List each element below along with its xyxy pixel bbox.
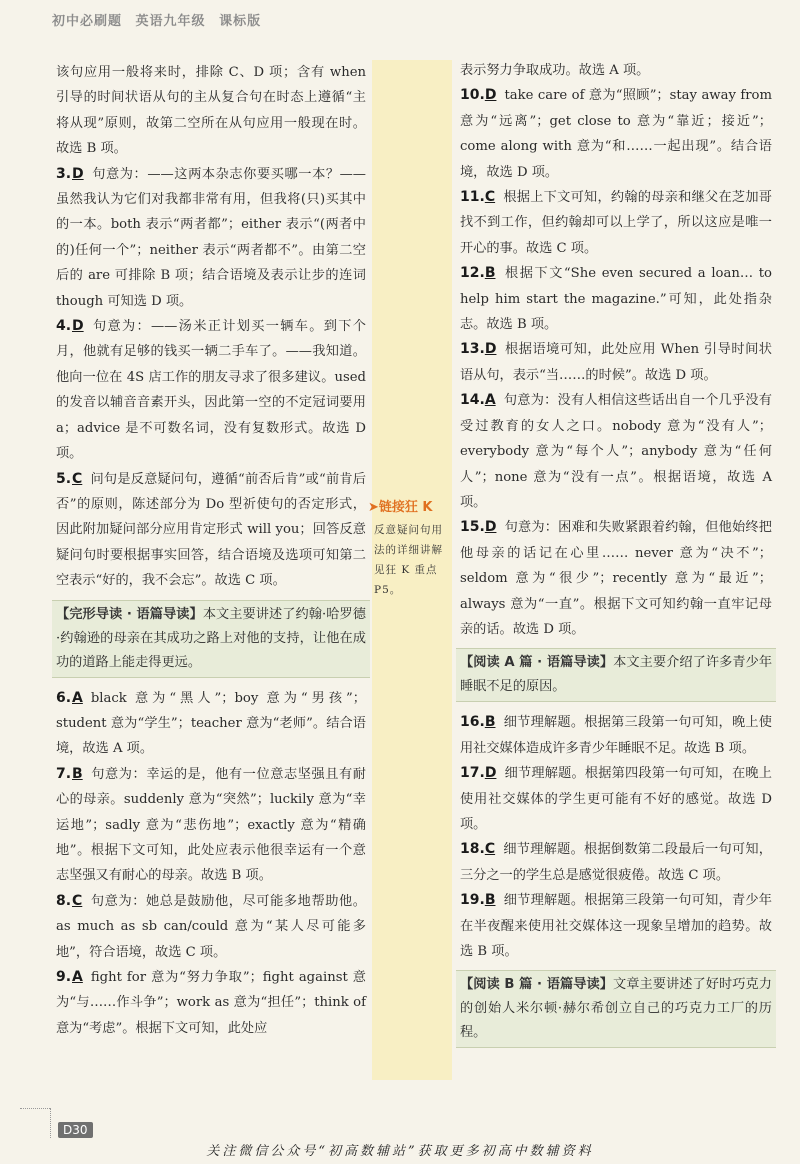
corner-dotted-line — [20, 1108, 50, 1109]
answer-item-17 — [460, 761, 772, 837]
item-answer: A — [484, 392, 496, 409]
cloze-guide-text: 本文主要讲述了约翰·哈罗德·约翰逊的母亲在其成功之路上对他的支持，让他在成功的道路上能走得更远。 — [56, 606, 366, 670]
item-answer: C — [72, 892, 83, 909]
reading-a-guide-box — [456, 648, 776, 702]
item-answer: D — [72, 318, 84, 335]
item-answer: B — [484, 892, 496, 909]
cloze-guide-box — [52, 600, 370, 678]
item-answer: C — [484, 841, 496, 858]
answer-item-10 — [460, 83, 772, 185]
reading-a-guide-title: 【阅读 A 篇 · 语篇导读】 — [460, 655, 614, 671]
running-header — [52, 10, 269, 29]
item-number: 15. — [460, 519, 485, 536]
item-number: 17. — [460, 765, 485, 782]
item-explanation: 根据上下文可知，约翰的母亲和继父在芝加哥找不到工作，但约翰却可以上学了，所以这应是唯一开心的事。故选 C 项。 — [460, 190, 772, 256]
left-intro: 该句应用一般将来时，排除 C、D 项；含有 when 引导的时间状语从句的主从复合句在时态上遵循“主将从现”原则，故第二空所在从句应用一般现在时。故选 B 项。 — [56, 65, 366, 157]
answer-item-7 — [56, 762, 366, 889]
item-explanation: 句意为：——这两本杂志你要买哪一本？——虽然我认为它们对我都非常有用，但我将(只)买其中的一本。both 表示“两者都”；either 表示“(两者中的)任何一个”；neither 表示“两者都不”。由第二空后的 are 可排除 B 项；结合语境及表示让步的连词 though 可知选 D 项。 — [56, 166, 366, 309]
item-explanation: 细节理解题。根据第三段第一句可知，青少年在半夜醒来使用社交媒体这一现象呈增加的趋势。故选 B 项。 — [460, 893, 772, 959]
item-number: 6. — [56, 689, 72, 706]
item-number: 9. — [56, 969, 72, 985]
reading-b-guide-title: 【阅读 B 篇 · 语篇导读】 — [460, 977, 613, 993]
answer-item-9 — [56, 965, 366, 1041]
item-number: 16. — [460, 714, 485, 731]
item-number: 4. — [56, 318, 72, 335]
item-number: 19. — [460, 892, 485, 909]
item-number: 7. — [56, 765, 72, 782]
header-series: 初中必刷题 — [52, 14, 123, 29]
answer-item-11 — [460, 185, 772, 261]
item-number: 18. — [460, 841, 485, 858]
item-number: 8. — [56, 892, 72, 909]
item-number: 10. — [460, 87, 485, 104]
item-explanation: 根据下文“She even secured a loan… to help him start the magazine.”可知，此处指杂志。故选 B 项。 — [460, 266, 772, 333]
header-edition: 课标版 — [219, 14, 262, 29]
item-answer: D — [484, 519, 497, 536]
item-answer: B — [484, 714, 496, 731]
item-number: 12. — [460, 265, 485, 282]
header-subject: 英语九年级 — [135, 14, 206, 29]
corner-dotted-vertical — [50, 1108, 51, 1138]
reading-b-guide-text: 文章主要讲述了好时巧克力的创始人米尔顿·赫尔希创立自己的巧克力工厂的历程。 — [460, 977, 772, 1041]
item-number: 11. — [460, 189, 485, 206]
item-explanation: 句意为：幸运的是，他有一位意志坚强且有耐心的母亲。suddenly 意为“突然”；luckily 意为“幸运地”；sadly 意为“悲伤地”；exactly 意为“精确地”。根据下文可知，此处应表示他很幸运有一个意志坚强又有耐心的母亲。故选 B 项。 — [56, 766, 366, 884]
page-number: D30 — [58, 1122, 93, 1138]
item-explanation: 句意为：她总是鼓励他，尽可能多地帮助他。as much as sb can/could 意为“某人尽可能多地”，符合语境，故选 C 项。 — [56, 893, 366, 960]
arrow-icon: ➤ — [368, 500, 379, 515]
reading-b-guide-box — [456, 970, 776, 1048]
answer-item-13 — [460, 337, 772, 388]
left-column — [56, 60, 366, 1041]
item-answer: B — [484, 265, 496, 282]
item-answer: D — [484, 341, 497, 358]
cloze-guide-title: 【完形导读 · 语篇导读】 — [56, 606, 203, 622]
item-explanation: fight for 意为“努力争取”；fight against 意为“与……作斗争”；work as 意为“担任”；think of 意为“考虑”。根据下文可知，此处应 — [56, 970, 366, 1036]
item-number: 14. — [460, 392, 485, 409]
item-explanation: 根据语境可知，此处应用 When 引导时间状语从句，表示“当……的时候”。故选 D 项。 — [460, 342, 772, 383]
right-column — [460, 58, 772, 1056]
link-note-body: 反意疑问句用法的详细讲解见狂 K 重点 P5。 — [374, 524, 443, 596]
reading-a-guide-text: 本文主要介绍了许多青少年睡眠不足的原因。 — [460, 655, 773, 695]
item-answer: A — [72, 689, 83, 706]
item-explanation: take care of 意为“照顾”；stay away from 意为“远离”；get close to 意为“靠近；接近”；come along with 意为“和……一起出现”。结合语境，故选 D 项。 — [460, 88, 772, 180]
answer-item-8 — [56, 889, 366, 965]
item-number: 3. — [56, 165, 72, 182]
right-intro: 表示努力争取成功。故选 A 项。 — [460, 63, 650, 78]
item-answer: B — [72, 765, 83, 782]
item-explanation: 细节理解题。根据第三段第一句可知，晚上使用社交媒体造成许多青少年睡眠不足。故选 B 项。 — [460, 715, 772, 756]
item-answer: D — [484, 765, 497, 782]
answer-item-18 — [460, 837, 772, 888]
link-note-title: ➤链接狂 K — [368, 500, 433, 515]
answer-item-12 — [460, 261, 772, 337]
answer-item-16 — [460, 710, 772, 761]
item-answer: A — [72, 969, 83, 985]
item-answer: C — [484, 189, 496, 206]
answer-item-5 — [56, 467, 366, 594]
item-explanation: 细节理解题。根据第四段第一句可知，在晚上使用社交媒体的学生更可能有不好的感觉。故选 D 项。 — [460, 766, 772, 832]
item-number: 13. — [460, 341, 485, 358]
footer-note: 关注微信公众号“初高数辅站”获取更多初高中数辅资料 — [206, 1144, 594, 1159]
answer-item-4 — [56, 314, 366, 466]
item-explanation: 句意为：没有人相信这些话出自一个几乎没有受过教育的女人之口。nobody 意为“没有人”；everybody 意为“每个人”；anybody 意为“任何人”；none 意为“没有一点”。根据语境，故选 A 项。 — [460, 393, 772, 510]
item-explanation: black 意为“黑人”；boy 意为“男孩”；student 意为“学生”；teacher 意为“老师”。结合语境，故选 A 项。 — [56, 690, 366, 757]
item-answer: D — [484, 87, 497, 104]
answer-item-6 — [56, 686, 366, 762]
item-number: 5. — [56, 470, 72, 487]
item-explanation: 问句是反意疑问句，遵循“前否后肯”或“前肯后否”的原则，陈述部分为 Do 型祈使句的否定形式，因此附加疑问部分应用肯定形式 will you；回答反意疑问句时要根据事实回答，结合语境及选项可知第二空表示“好的，我不会忘”。故选 C 项。 — [56, 471, 366, 589]
item-explanation: 句意为：——汤米正计划买一辆车。到下个月，他就有足够的钱买一辆二手车了。——我知道。他向一位在 4S 店工作的朋友寻求了很多建议。used 的发音以辅音音素开头，因此第一空的不定冠词要用 a；advice 是不可数名词，没有复数形式。故选 D 项。 — [56, 319, 366, 462]
item-explanation: 细节理解题。根据倒数第二段最后一句可知，三分之一的学生总是感觉很疲倦。故选 C 项。 — [460, 842, 772, 883]
answer-item-3 — [56, 162, 366, 314]
item-answer: C — [72, 470, 83, 487]
answer-item-15 — [460, 515, 772, 642]
link-note — [368, 498, 454, 600]
answer-item-14 — [460, 388, 772, 515]
item-answer: D — [72, 165, 84, 182]
item-explanation: 句意为：困难和失败紧跟着约翰，但他始终把他母亲的话记在心里…… never 意为“决不”；seldom 意为“很少”；recently 意为“最近”；always 意为“一直”。根据下文可知约翰一直牢记母亲的话。故选 D 项。 — [460, 520, 772, 637]
answer-item-19 — [460, 888, 772, 964]
